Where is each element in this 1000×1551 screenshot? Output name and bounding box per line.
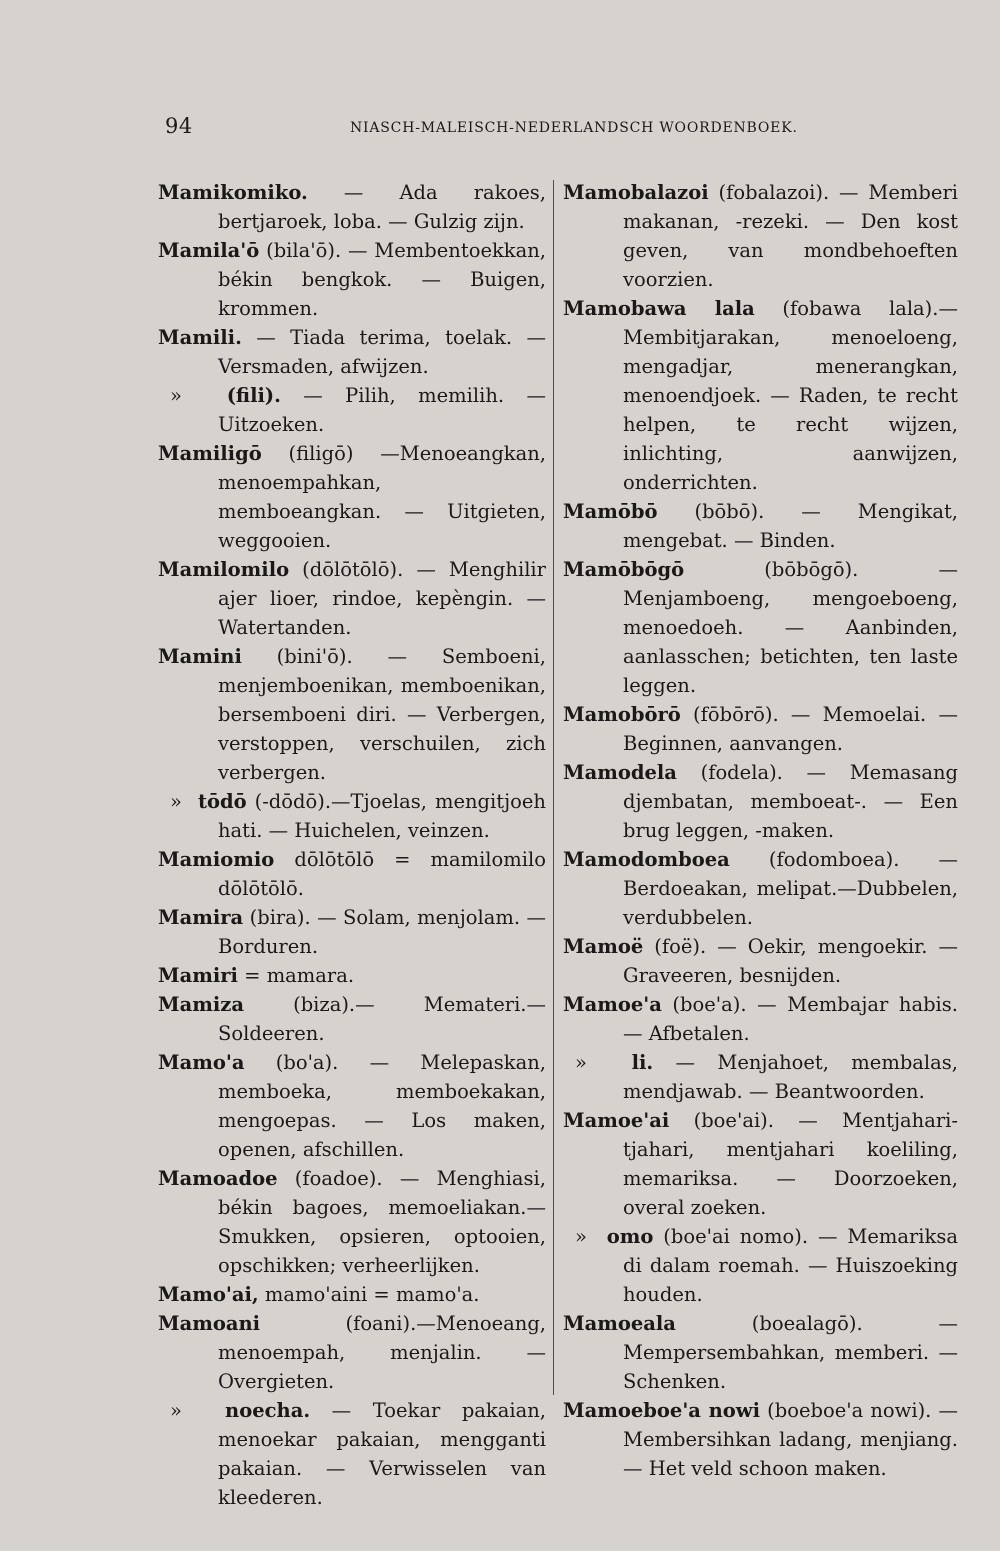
entry-definition: (bōbō). — Mengikat, mengebat. — Binden. [623,500,958,552]
dictionary-entry [158,1164,546,1280]
entry-headword: Mamo'a [158,1051,245,1074]
dictionary-entry [158,787,546,845]
entry-headword: Mamiza [158,993,244,1016]
dictionary-entry [158,555,546,642]
entry-definition: (bini'ō). — Semboeni, menjemboenikan, memboenikan, bersemboeni diri. — Verbergen, verstoppen, verschuilen, zich verbergen. [218,645,546,784]
dictionary-entry [158,178,546,236]
entry-definition: dōlōtōlō = mamilomilo dōlōtōlō. [218,848,546,900]
right-column [563,178,958,1483]
entry-headword: omo [606,1225,654,1248]
dictionary-entry [158,236,546,323]
entry-headword: Mamoeala [563,1312,676,1335]
entry-headword: tōdō [197,790,247,813]
subentry-marker: » [170,384,182,407]
entry-definition: (bōbōgō). — Menjamboeng, mengoeboeng, menoedoeh. — Aanbinden, aanlasschen; betichten, ten laste leggen. [623,558,958,697]
dictionary-entry [563,178,958,294]
dictionary-entry [158,1309,546,1396]
dictionary-entry [563,555,958,700]
entry-definition: (bila'ō). — Membentoekkan, békin bengkok. — Buigen, krommen. [218,239,546,320]
entry-definition: mamo'aini = mamo'a. [258,1283,480,1306]
entry-headword: Mamoë [563,935,644,958]
entry-headword: (fili). [226,384,281,407]
entry-definition: (foani).—Menoeang, menoempah, menjalin. — Overgieten. [218,1312,546,1393]
entry-headword: Mamini [158,645,242,668]
dictionary-entry [158,1396,546,1512]
entry-definition: (fodomboea). — Berdoeakan, melipat.—Dubbelen, verdubbelen. [623,848,958,929]
entry-headword: Mamobawa lala [563,297,755,320]
entry-headword: Mamodomboea [563,848,730,871]
dictionary-entry [158,381,546,439]
subentry-marker: » [575,1051,587,1074]
entry-headword: Mamira [158,906,244,929]
entry-definition: — Ada rakoes, bertjaroek, loba. — Gulzig zijn. [218,181,546,233]
entry-definition: = mamara. [237,964,355,987]
entry-definition: (filigō) —Menoeangkan, menoempahkan, memboeangkan. — Uitgieten, weggooien. [218,442,546,552]
subentry-marker: » [170,790,182,813]
entry-definition: (boealagō). — Mempersembahkan, memberi. — Schenken. [623,1312,958,1393]
dictionary-entry [158,642,546,787]
subentry-marker: » [170,1399,182,1422]
entry-headword: Mamoe'a [563,993,662,1016]
entry-definition: (foë). — Oekir, mengoekir. — Graveeren, besnijden. [623,935,958,987]
entry-definition: — Toekar pakaian, menoekar pakaian, mengganti pakaian. — Verwisselen van kleederen. [218,1399,546,1509]
dictionary-entry [158,323,546,381]
entry-definition: — Tiada terima, toelak. — Versmaden, afwijzen. [218,326,546,378]
entry-headword: li. [631,1051,654,1074]
page-number: 94 [165,114,193,138]
entry-headword: Mamo'ai, [158,1283,259,1306]
entry-definition: (fobawa lala).—Membitjarakan, menoeloeng, mengadjar, menerangkan, menoendjoek. — Raden, te recht helpen, te recht wijzen, inlichting, aanwijzen, onderrichten. [623,297,958,494]
entry-headword: Mamoadoe [158,1167,278,1190]
dictionary-entry [563,1309,958,1396]
dictionary-entry [563,845,958,932]
dictionary-entry [563,1396,958,1483]
entry-headword: Mamoeboe'a nowi [563,1399,760,1422]
entry-definition: (boe'ai nomo). — Memariksa di dalam roemah. — Huiszoeking houden. [623,1225,958,1306]
entry-headword: Mamoani [158,1312,261,1335]
entry-headword: Mamōbō [563,500,658,523]
entry-headword: Mamilomilo [158,558,290,581]
entry-definition: (dōlōtōlō). — Menghilir ajer lioer, rindoe, kepèngin. — Watertanden. [218,558,546,639]
dictionary-entry [158,961,546,990]
dictionary-entry [563,1222,958,1309]
dictionary-entry [158,439,546,555]
dictionary-entry [563,990,958,1048]
entry-headword: Mamiomio [158,848,275,871]
dictionary-entry [158,845,546,903]
entry-definition: (biza).— Memateri.—Soldeeren. [218,993,546,1045]
page-header [0,114,1000,154]
entry-definition: (bo'a). — Melepaskan, memboeka, memboekakan, mengoepas. — Los maken, openen, afschillen. [218,1051,546,1161]
entry-headword: Mamiri [158,964,238,987]
entry-definition: (-dōdō).—Tjoelas, mengitjoeh hati. — Huichelen, veinzen. [218,790,546,842]
entry-headword: noecha. [225,1399,311,1422]
dictionary-entry [158,903,546,961]
entry-headword: Mamobōrō [563,703,681,726]
entry-definition: (boe'a). — Membajar habis. — Afbetalen. [623,993,958,1045]
dictionary-entry [563,294,958,497]
dictionary-entry [563,1106,958,1222]
dictionary-entry [158,1280,546,1309]
entry-headword: Mamobalazoi [563,181,709,204]
dictionary-entry [158,990,546,1048]
entry-definition: — Menjahoet, membalas, mendjawab. — Beantwoorden. [623,1051,958,1103]
dictionary-entry [563,758,958,845]
entry-definition: (boeboe'a nowi). — Membersihkan ladang, menjiang.— Het veld schoon maken. [623,1399,958,1480]
column-divider [553,180,554,1395]
entry-headword: Mamila'ō [158,239,260,262]
left-column [158,178,546,1512]
dictionary-entry [158,1048,546,1164]
entry-definition: (bira). — Solam, menjolam. — Borduren. [218,906,546,958]
subentry-marker: » [575,1225,587,1248]
entry-headword: Mamōbōgō [563,558,685,581]
entry-headword: Mamikomiko. [158,181,308,204]
entry-definition: (fōbōrō). — Memoelai. — Beginnen, aanvangen. [623,703,958,755]
entry-definition: — Pilih, memilih. — Uitzoeken. [218,384,546,436]
entry-definition: (fobalazoi). — Memberi makanan, -rezeki. — Den kost geven, van mondbehoeften voorzien. [623,181,958,291]
dictionary-entry [563,932,958,990]
running-title: NIASCH-MALEISCH-NEDERLANDSCH WOORDENBOEK. [350,120,798,136]
entry-definition: (fodela). — Memasang djembatan, memboeat-. — Een brug leggen, -maken. [623,761,958,842]
entry-headword: Mamoe'ai [563,1109,670,1132]
dictionary-entry [563,1048,958,1106]
entry-definition: (boe'ai). — Mentjahari-tjahari, mentjahari koeliling, memariksa. — Doorzoeken, overal zoeken. [623,1109,958,1219]
entry-definition: (foadoe). — Menghiasi, békin bagoes, memoeliakan.—Smukken, opsieren, optooien, opschikken; verheerlijken. [218,1167,546,1277]
dictionary-entry [563,700,958,758]
entry-headword: Mamili. [158,326,242,349]
entry-headword: Mamodela [563,761,677,784]
dictionary-entry [563,497,958,555]
entry-headword: Mamiligō [158,442,262,465]
